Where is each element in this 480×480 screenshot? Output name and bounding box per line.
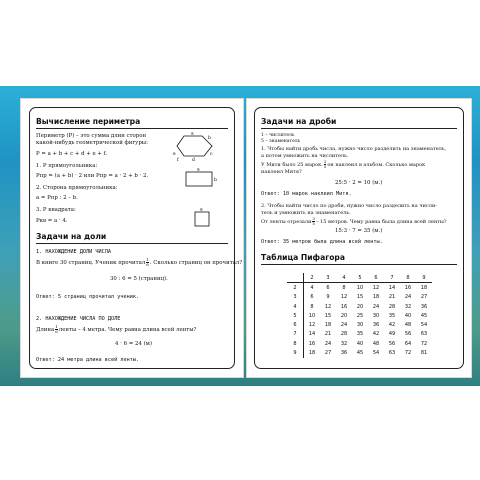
fig2-label-b: b <box>214 178 217 183</box>
table-cell: 15 <box>356 294 364 301</box>
fig1-label-c: c <box>210 152 213 157</box>
table-cell: 12 <box>340 294 348 301</box>
table-header-cell: 9 <box>416 273 432 283</box>
task1-line3-a: У Мити было 25 марок. <box>261 162 323 169</box>
table-cell: 8 <box>342 284 346 291</box>
task1-answer: Ответ: 10 марок наклеил Митя. <box>261 191 352 197</box>
table-cell: 10 <box>356 284 364 291</box>
table-cell: 30 <box>356 322 364 329</box>
task2-line3 <box>261 217 447 226</box>
table-row-header: 5 <box>287 311 304 320</box>
table-cell: 42 <box>388 322 396 329</box>
table-cell: 14 <box>308 331 316 338</box>
table-cell: 72 <box>420 340 428 347</box>
part1-answer: Ответ: 5 страниц прочитал ученик. <box>36 294 140 300</box>
title-underline <box>261 264 457 265</box>
task2-line3-a: От ленты отрезали <box>261 219 312 226</box>
table-cell: 15 <box>324 312 332 319</box>
table-cell: 18 <box>372 294 380 301</box>
task2-answer: Ответ: 35 метров была длина всей ленты. <box>261 239 383 245</box>
side-formula: a = Pпр : 2 – b. <box>36 195 78 201</box>
table-cell: 20 <box>356 303 364 310</box>
part2-text <box>36 325 196 334</box>
table-cell: 63 <box>388 350 396 357</box>
part2-calc: 4 · 6 = 24 (м) <box>115 341 152 347</box>
table-cell: 64 <box>404 340 412 347</box>
table-cell: 32 <box>404 303 412 310</box>
fraction-denominator: 6 <box>55 329 58 335</box>
table-cell: 54 <box>420 322 428 329</box>
table-row-header: 2 <box>287 283 304 293</box>
table-cell: 16 <box>340 303 348 310</box>
part2-text-a: Длина <box>36 327 55 334</box>
table-row <box>287 320 432 329</box>
table-cell: 54 <box>372 350 380 357</box>
table-row <box>287 302 432 311</box>
hexagon-figure-icon <box>172 130 220 162</box>
table-cell: 9 <box>326 294 330 301</box>
table-cell: 27 <box>324 350 332 357</box>
task1-line3-b: он наклеил в альбом. Сколько марок <box>327 162 426 169</box>
perimeter-intro-1: Периметр (P) – это сумма длин сторон <box>36 133 147 139</box>
table-row <box>287 348 432 357</box>
pythagoras-title: Таблица Пифагора <box>261 253 345 262</box>
table-cell: 12 <box>372 284 380 291</box>
table-row-header: 6 <box>287 320 304 329</box>
square-heading: 3. P квадрата: <box>36 207 76 213</box>
table-cell: 4 <box>310 284 314 291</box>
table-cell: 40 <box>404 312 412 319</box>
fraction-denominator: 5 <box>312 221 315 227</box>
table-cell: 25 <box>356 312 364 319</box>
table-row <box>287 293 432 302</box>
table-cell: 12 <box>308 322 316 329</box>
rectangle-figure-icon <box>180 166 220 192</box>
table-cell: 56 <box>388 340 396 347</box>
table-header-cell: 3 <box>320 273 336 283</box>
table-cell: 40 <box>356 340 364 347</box>
table-cell: 35 <box>356 331 364 338</box>
table-cell: 6 <box>326 284 330 291</box>
table-cell: 27 <box>420 294 428 301</box>
table-cell: 45 <box>356 350 364 357</box>
table-row <box>287 283 432 293</box>
fractions-title: Задачи на доли <box>36 232 107 241</box>
perimeter-formula: P = a + b + c + d + e + f. <box>36 151 108 157</box>
table-cell: 30 <box>372 312 380 319</box>
table-cell: 72 <box>404 350 412 357</box>
table-cell: 48 <box>404 322 412 329</box>
fraction-denominator: 6 <box>146 262 149 268</box>
part2-answer: Ответ: 24 метра длина всей ленты. <box>36 357 140 363</box>
table-cell: 81 <box>420 350 428 357</box>
part1-fraction <box>146 258 149 267</box>
fraction-numerator: 3 <box>312 216 315 221</box>
table-row <box>287 311 432 320</box>
legend-numerator: 1 – числитель <box>261 133 295 138</box>
side-heading: 2. Сторона прямоугольника: <box>36 185 118 191</box>
part1-heading: 1. НАХОЖДЕНИЕ ДОЛИ ЧИСЛА <box>36 249 111 255</box>
table-cell: 18 <box>308 350 316 357</box>
rect-heading: 1. P прямоугольника: <box>36 163 98 169</box>
table-row <box>287 330 432 339</box>
part1-text <box>36 258 242 267</box>
table-header-cell: 7 <box>384 273 400 283</box>
table-header-cell: 6 <box>368 273 384 283</box>
task2-line1: 2. Чтобы найти число по дроби, нужно число разделить на числи- <box>261 203 437 209</box>
table-cell: 21 <box>324 331 332 338</box>
task1-calc: 25:5 · 2 = 10 (м.) <box>335 180 383 186</box>
table-cell: 36 <box>420 303 428 310</box>
part2-heading: 2. НАХОЖДЕНИЕ ЧИСЛА ПО ДОЛЕ <box>36 316 121 322</box>
task1-line2: а потом умножить на числитель. <box>261 153 349 159</box>
table-cell: 45 <box>420 312 428 319</box>
table-row <box>287 339 432 348</box>
part1-calc: 30 : 6 = 5 (страниц). <box>110 276 168 282</box>
table-cell: 12 <box>324 303 332 310</box>
table-cell: 24 <box>404 294 412 301</box>
right-panel <box>254 107 464 369</box>
task2-line3-b: – 15 метров. Чему равна была длина всей ленты? <box>315 219 447 226</box>
table-header-cell: 8 <box>400 273 416 283</box>
table-row-header: 7 <box>287 330 304 339</box>
table-corner-cell <box>287 273 304 283</box>
part2-text-b: ленты – 4 метра. Чему равна длина всей ленты? <box>58 327 197 334</box>
table-cell: 48 <box>372 340 380 347</box>
title-underline <box>36 128 228 129</box>
table-cell: 36 <box>340 350 348 357</box>
table-cell: 16 <box>404 284 412 291</box>
task2-fraction <box>312 217 315 226</box>
square-formula: Pкв = a · 4. <box>36 218 68 224</box>
table-row-header: 3 <box>287 293 304 302</box>
frac-tasks-title: Задачи на дроби <box>261 117 337 126</box>
table-row-header: 4 <box>287 302 304 311</box>
table-cell: 35 <box>388 312 396 319</box>
fig1-label-e: e <box>173 152 176 157</box>
pythagoras-table <box>287 273 432 358</box>
title-underline <box>36 243 228 244</box>
table-cell: 42 <box>372 331 380 338</box>
legend-denominator: 5 – знаменатель <box>261 139 301 144</box>
table-cell: 18 <box>420 284 428 291</box>
left-panel <box>29 107 243 369</box>
square-figure-icon <box>190 206 214 230</box>
title-underline <box>261 128 457 129</box>
left-page <box>20 98 244 378</box>
table-header-cell: 2 <box>304 273 321 283</box>
fraction-numerator: 1 <box>55 324 58 329</box>
table-cell: 14 <box>388 284 396 291</box>
table-cell: 8 <box>310 303 314 310</box>
table-cell: 28 <box>340 331 348 338</box>
right-page <box>246 98 472 378</box>
table-cell: 24 <box>340 322 348 329</box>
fraction-numerator: 2 <box>323 159 327 164</box>
table-cell: 21 <box>388 294 396 301</box>
table-cell: 20 <box>340 312 348 319</box>
task1-line4: наклеил Митя? <box>261 169 302 175</box>
fraction-numerator: 1 <box>146 257 149 262</box>
table-cell: 36 <box>372 322 380 329</box>
table-cell: 49 <box>388 331 396 338</box>
fig3-label-a: a <box>200 207 203 213</box>
perimeter-intro-2: какой-нибудь геометрической фигуры: <box>36 140 148 146</box>
table-row-header: 8 <box>287 339 304 348</box>
part1-text-a: В книге 30 страниц. Ученик прочитал <box>36 260 146 267</box>
table-cell: 18 <box>324 322 332 329</box>
part1-text-b: . Сколько страниц он прочитал? <box>149 260 243 267</box>
table-cell: 10 <box>308 312 316 319</box>
table-header-cell: 4 <box>336 273 352 283</box>
fig1-label-a: a <box>191 131 194 137</box>
table-cell: 16 <box>308 340 316 347</box>
task1-line3 <box>261 160 425 169</box>
rect-formula: Pпр = (a + b) · 2 или Pпр = a · 2 + b · 2. <box>36 173 149 179</box>
perimeter-title: Вычисление периметра <box>36 117 141 126</box>
task1-line1: 1. Чтобы найти дробь числа, нужно число разделить на знаменатель, <box>261 146 447 152</box>
table-cell: 56 <box>404 331 412 338</box>
fig1-label-b: b <box>208 136 211 141</box>
table-cell: 24 <box>372 303 380 310</box>
table-header-row <box>287 273 432 283</box>
part2-fraction <box>55 325 58 334</box>
fig1-label-d: d <box>192 158 195 162</box>
table-cell: 24 <box>324 340 332 347</box>
fig1-label-f: f <box>177 158 179 162</box>
table-row-header: 9 <box>287 348 304 357</box>
table-cell: 6 <box>310 294 314 301</box>
fig2-label-a: a <box>197 167 200 173</box>
table-cell: 63 <box>420 331 428 338</box>
task2-calc: 15:3 · 7 = 35 (м.) <box>335 228 383 234</box>
table-header-cell: 5 <box>352 273 368 283</box>
table-cell: 32 <box>340 340 348 347</box>
table-cell: 28 <box>388 303 396 310</box>
task2-line2: тель и умножить на знаменатель. <box>261 210 351 216</box>
fraction-denominator: 5 <box>323 164 327 170</box>
